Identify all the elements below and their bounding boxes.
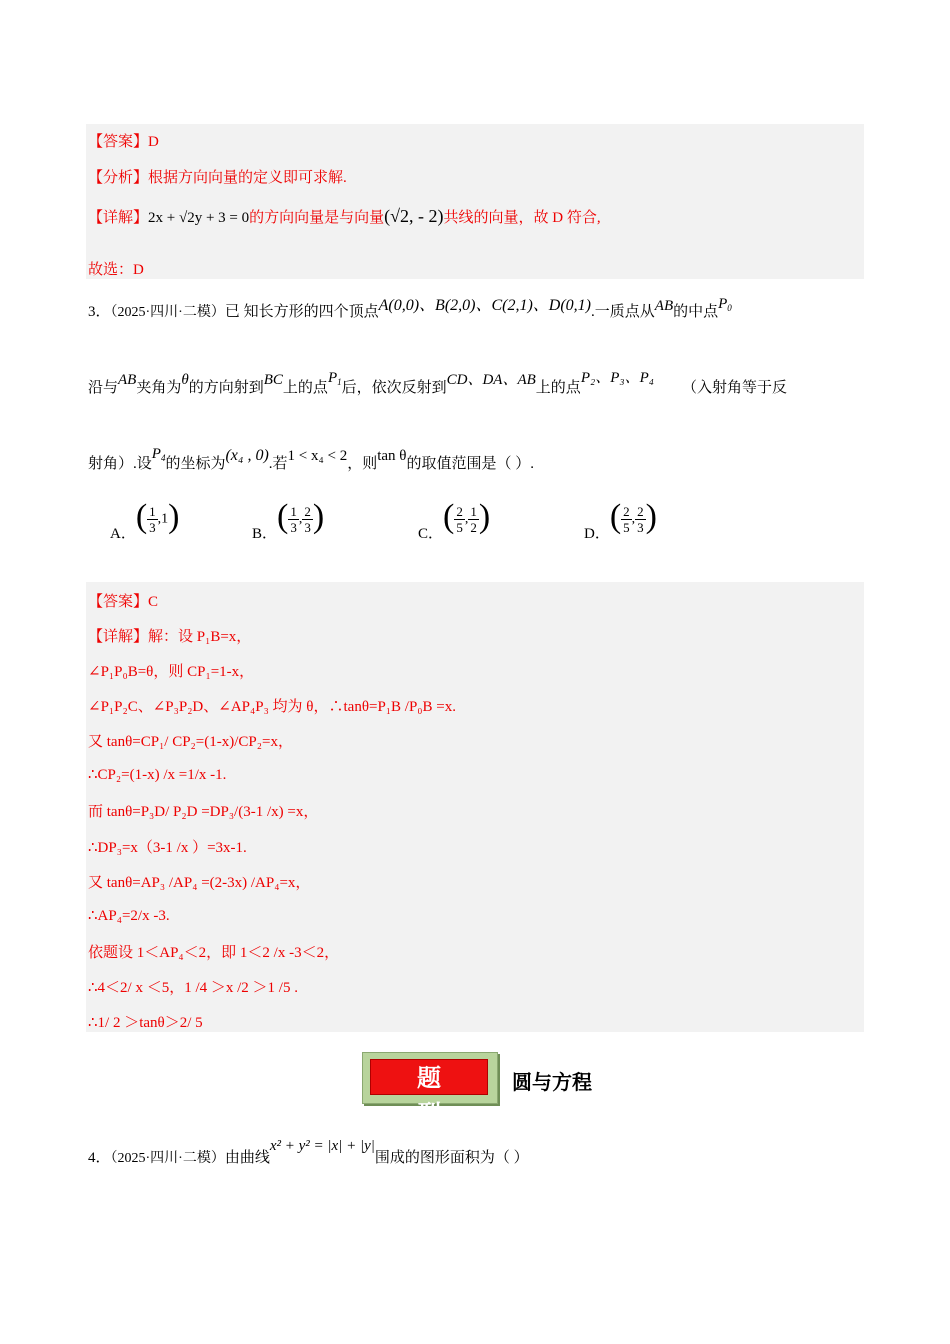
solution-line-2: ∠P₁P₀B=θ，则 CP₁=1-x， [88, 664, 255, 680]
solution-line-10: 依题设 1＜AP₄＜2，即 1＜2 /x -3＜2， [88, 945, 340, 961]
section-title: 圆与方程 [512, 1070, 592, 1094]
solution-line-9: ∴AP₄=2/x -3. [88, 908, 170, 924]
tan-theta: tan θ [377, 448, 407, 464]
option-c-left: $\frac{2}{5}$ [456, 503, 463, 535]
option-c-right: $\frac{1}{2}$ [470, 503, 477, 535]
question-number: 3． [88, 304, 111, 320]
section-banner [362, 1052, 498, 1128]
answer-2: 【答案】C [88, 594, 159, 610]
points-p2-p3-p4: P₂、P₃、P₄ [580, 370, 654, 386]
option-a[interactable]: A．( $\frac{1}{3}$ ,1) [110, 498, 180, 543]
solution-line-7: ∴DP₃=x（3-1 /x ）=3x-1. [88, 840, 247, 856]
option-b-label: B． [252, 526, 278, 543]
banner-label: 题型 [370, 1059, 488, 1095]
q3-text-m: .若 [268, 456, 288, 472]
option-a-left: $\frac{1}{3}$ [149, 503, 156, 535]
q3-text-i: 上的点 [535, 380, 581, 396]
question-3-line-2 [88, 370, 787, 397]
segment-ab: AB [654, 298, 674, 314]
q3-text-n: ，则 [347, 456, 378, 472]
answer-1: 【答案】D [88, 134, 159, 150]
q4-text-b: 围成的图形面积为（ ） [374, 1150, 529, 1166]
q4-text-a: 由曲线 [224, 1150, 270, 1166]
q3-text-h: 后，依次反射到 [341, 380, 447, 396]
question-source: （2025·四川·二模） [110, 305, 225, 320]
analysis-1: 【分析】根据方向向量的定义即可求解. [88, 170, 347, 186]
option-c-label: C． [418, 526, 444, 543]
detail-end-text: 共线的向量，故 D 符合, [443, 210, 601, 226]
option-a-label: A． [110, 526, 136, 543]
option-b[interactable]: B．( $\frac{1}{3}$ , $\frac{2}{3}$ ) [252, 498, 325, 543]
curve-equation: x² + y² = |x| + |y| [269, 1138, 375, 1154]
point-p0: $P_0$ [718, 296, 732, 313]
option-d-label: D． [584, 526, 610, 543]
q3-text-g: 上的点 [282, 380, 328, 396]
q3-text-k: 射角）.设 [88, 456, 152, 472]
q3-text-b: .一质点从 [591, 304, 655, 320]
solution-line-3: ∠P₁P₂C、∠P₃P₂D、∠AP₄P₃ 均为 θ，∴tanθ=P₁B /P₀B =x. [88, 699, 456, 715]
line-equation: 2x + √2y + 3 = 0 [148, 210, 250, 226]
option-d[interactable]: D．( $\frac{2}{5}$ , $\frac{2}{3}$ ) [584, 498, 657, 543]
theta: θ [181, 372, 189, 388]
question-4-number: 4． [88, 1150, 111, 1166]
vertices: A(0,0)、B(2,0)、C(2,1)、D(0,1) [378, 297, 592, 314]
solution-line-4: 又 tanθ=CP₁/ CP₂=(1-x)/CP₂=x， [88, 734, 293, 750]
segment-bc: BC [263, 372, 283, 388]
option-a-right: 1 [161, 511, 169, 527]
detail-1 [88, 206, 601, 227]
solution-line-11: ∴4＜2/ x ＜5，1 /4 ＞x /2 ＞1 /5 . [88, 980, 298, 996]
question-3-line-3 [88, 446, 534, 473]
solution-line-5: ∴CP₂=(1-x) /x =1/x -1. [88, 767, 227, 783]
option-d-right: $\frac{2}{3}$ [637, 503, 644, 535]
conclusion-1: 故选：D [88, 262, 144, 278]
vector: (√2, - 2) [384, 206, 444, 226]
segments-cd-da-ab: CD、DA、AB [446, 372, 536, 388]
solution-line-12: ∴1/ 2 ＞tanθ＞2/ 5 [88, 1015, 203, 1031]
option-b-left: $\frac{1}{3}$ [290, 503, 297, 535]
solution-line-1: 【详解】解：设 P₁B=x， [88, 629, 252, 645]
condition: 1 < x₄ < 2 [287, 448, 348, 464]
q3-text-j: （入射角等于反 [681, 380, 787, 396]
question-3-line-1 [88, 298, 732, 321]
solution-line-6: 而 tanθ=P₃D/ P₂D =DP₃/(3-1 /x) =x， [88, 804, 319, 820]
option-b-right: $\frac{2}{3}$ [304, 503, 311, 535]
point-p4: $P_4$ [151, 446, 166, 463]
question-4 [88, 1138, 529, 1167]
q3-text-f: 的方向射到 [188, 380, 264, 396]
answer-box-1 [86, 124, 864, 279]
q3-text-a: 已 知长方形的四个顶点 [224, 304, 379, 320]
q3-text-o: 的取值范围是（ ）. [406, 456, 534, 472]
detail-label: 【详解】 [88, 210, 149, 226]
segment-ab-2: AB [118, 372, 137, 388]
q3-text-l: 的坐标为 [165, 456, 226, 472]
q3-text-d: 沿与 [88, 380, 119, 396]
solution-line-8: 又 tanθ=AP₃ /AP₄ =(2-3x) /AP₄=x， [88, 875, 311, 891]
option-d-left: $\frac{2}{5}$ [623, 503, 630, 535]
q3-text-e: 夹角为 [136, 380, 182, 396]
detail-mid-text: 的方向向量是与向量 [249, 210, 385, 226]
question-4-source: （2025·四川·二模） [110, 1151, 225, 1166]
point-p1: $P_1$ [327, 370, 342, 387]
option-c[interactable]: C．( $\frac{2}{5}$ , $\frac{1}{2}$ ) [418, 498, 491, 543]
q3-text-c: 的中点 [673, 304, 719, 320]
p4-coordinate: (x₄ , 0) [225, 447, 269, 464]
